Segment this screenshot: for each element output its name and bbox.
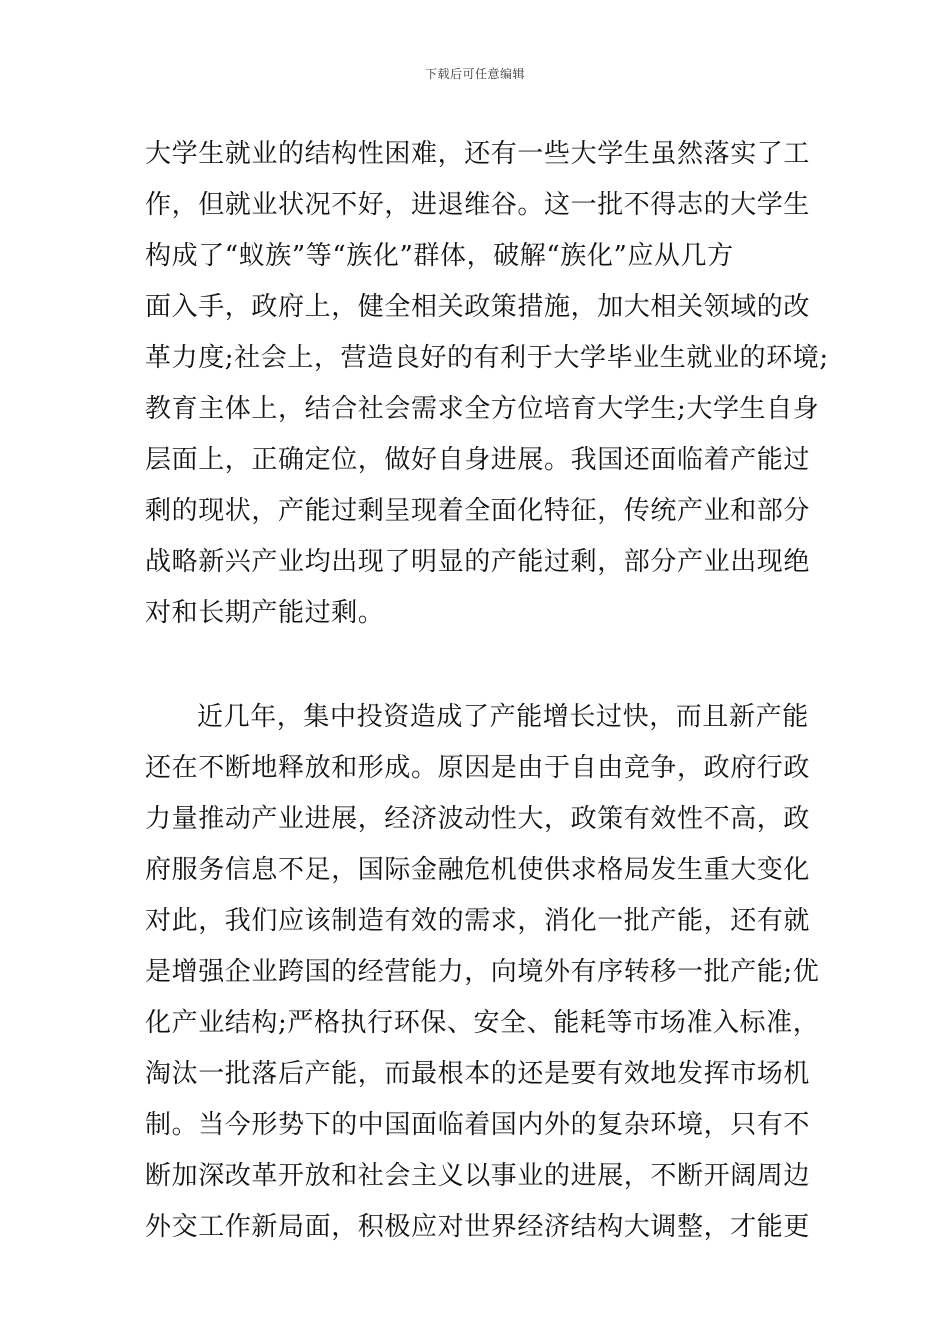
- text-line: 制。当今形势下的中国面临着国内外的复杂环境，只有不: [145, 1110, 811, 1140]
- text-line: 层面上，正确定位，做好自身进展。我国还面临着产能过: [145, 445, 811, 475]
- text-line: 外交工作新局面，积极应对世界经济结构大调整，才能更: [145, 1212, 811, 1242]
- text-line: 革力度;社会上，营造良好的有利于大学毕业生就业的环境;: [145, 343, 829, 373]
- text-line: 断加深改革开放和社会主义以事业的进展，不断开阔周边: [145, 1161, 811, 1191]
- text-line: 作，但就业状况不好，进退维谷。这一批不得志的大学生: [145, 190, 811, 220]
- text-line: 府服务信息不足，国际金融危机使供求格局发生重大变化: [145, 855, 811, 885]
- text-line: 还在不断地释放和形成。原因是由于自由竞争，政府行政: [145, 753, 811, 783]
- text-line: 化产业结构;严格执行环保、安全、能耗等市场准入标准，: [145, 1008, 820, 1038]
- text-line: 剩的现状，产能过剩呈现着全面化特征，传统产业和部分: [145, 496, 811, 526]
- text-line: 是增强企业跨国的经营能力，向境外有序转移一批产能;优: [145, 957, 820, 987]
- page-header-note: 下载后可任意编辑: [424, 67, 525, 81]
- text-line: 大学生就业的结构性困难，还有一些大学生虽然落实了工: [145, 139, 811, 169]
- text-line: 战略新兴产业均出现了明显的产能过剩，部分产业出现绝: [145, 547, 811, 577]
- text-line: 力量推动产业进展，经济波动性大，政策有效性不高，政: [145, 804, 811, 834]
- text-line: 面入手，政府上，健全相关政策措施，加大相关领域的改: [145, 292, 811, 322]
- paragraph-2: [145, 692, 820, 1253]
- text-line: 对此，我们应该制造有效的需求，消化一批产能，还有就: [145, 906, 811, 936]
- text-line: 构成了“蚁族”等“族化”群体，破解“族化”应从几方: [145, 241, 734, 271]
- text-line: 淘汰一批落后产能，而最根本的还是要有效地发挥市场机: [145, 1059, 811, 1089]
- paragraph-spacer: [145, 639, 810, 692]
- paragraph-1: [145, 129, 829, 639]
- document-body: [145, 129, 829, 1253]
- text-line: 教育主体上，结合社会需求全方位培育大学生;大学生自身: [145, 394, 820, 424]
- text-line: 对和长期产能过剩。: [145, 598, 385, 628]
- text-line-indented: 近几年，集中投资造成了产能增长过快，而且新产能: [197, 702, 809, 732]
